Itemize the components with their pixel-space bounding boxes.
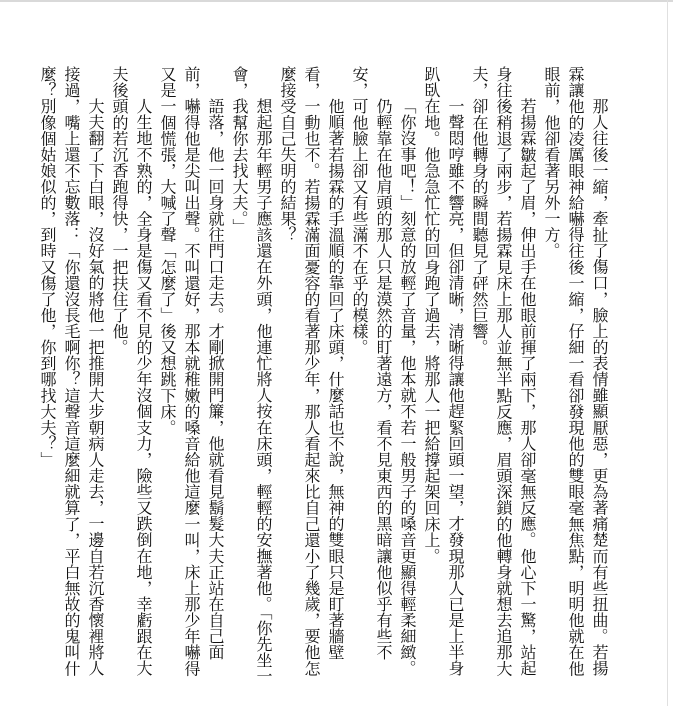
right-border-line: [667, 0, 668, 706]
paragraph-3: 一聲悶哼雖不響亮，但卻清晰，清晰得讓他趕緊回頭一望，才發現那人已是上半身趴臥在地。他急急忙忙的回身跑了過去，將那人一把給撐起架回床上。: [422, 66, 465, 677]
paragraph-7: 想起那年輕男子應該還在外頭，他連忙將人按在床頭，輕輕的安撫著他。「你先坐一會，我幫你去找大夫。」: [230, 66, 273, 685]
paragraph-6: 他順著若揚霖的手溫順的靠回了床頭，什麼話也不說，無神的雙眼只是盯著牆壁看，一動也不。若揚霖滿面憂容的看著那少年，那人看起來比自己還小了幾歲，要他怎麼接受自己失明的結果？: [278, 66, 345, 677]
paragraph-5: 仍輕靠在他肩頭的那人只是漠然的盯著遠方，看不見東西的黑暗讓他似乎有些不安，可他臉上卻又有些滿不在乎的模樣。: [350, 66, 393, 661]
paragraph-10: 大夫翻了下白眼，沒好氣的將他一把推開大步朝病人走去，一邊自若沉香懷裡將人接過，嘴上還不忘數落：「你還沒長毛啊你？這聲音這麼細就算了，平白無故的鬼叫什麼？別像個姑娘似的，到時又傷了他，你到哪找大夫？」: [38, 66, 105, 677]
paragraph-4: 「你沒事吧！」刻意的放輕了音量，他本就不若一般男子的嗓音更顯得輕柔細緻。: [398, 98, 417, 677]
document-body: [38, 66, 611, 686]
top-border-line: [0, 0, 673, 2]
paragraph-1: 那人往後一縮，牽扯了傷口，臉上的表情雖顯厭惡，更為著痛楚而有些扭曲。若揚霖讓他的凌厲眼神給嚇得往後一縮，仔細一看卻發現他的雙眼毫無焦點，明明他就在他眼前，他卻看著另外一方。: [542, 66, 609, 677]
paragraph-8: 語落，他一回身就往門口走去。才剛掀開門簾，他就看見鬍髮大夫正站在自己面前，嚇得他是尖叫出聲。不叫還好，那本就稚嫩的嗓音給他這麼一叫，床上那少年嚇得又是一個慌張，大喊了聲「怎麼了」後又想跳下床。: [158, 66, 225, 677]
paragraph-2: 若揚霖皺起了眉，伸出手在他眼前揮了兩下，那人卻毫無反應。他心下一驚，站起身往後稍退了兩步，若揚霖見床上那人並無半點反應，眉頭深鎖的他轉身就想去追那大夫，卻在他轉身的瞬間聽見了砰然巨響。: [470, 66, 537, 677]
paragraph-9: 人生地不熟的，全身是傷又看不見的少年沒個支力，險些又跌倒在地，幸虧跟在大夫後頭的若沉香跑得快，一把扶住了他。: [110, 66, 153, 677]
